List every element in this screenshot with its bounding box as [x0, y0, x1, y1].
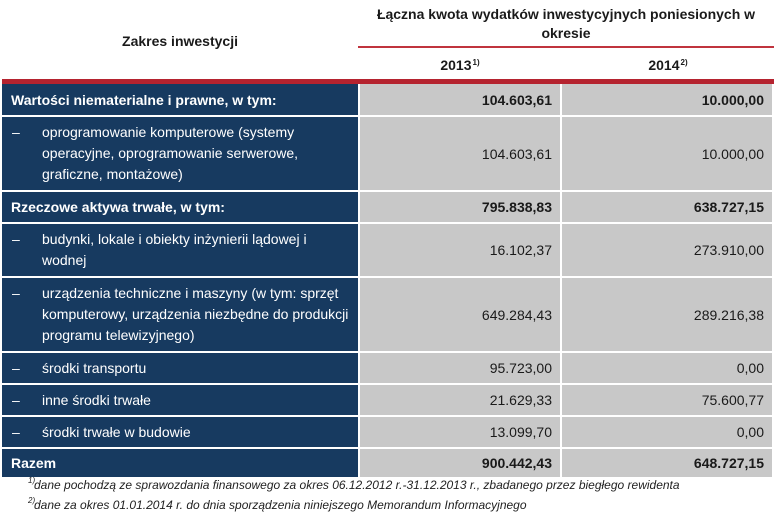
value-2014: 638.727,15 [560, 192, 772, 222]
row-label: Wartości niematerialne i prawne, w tym: [2, 84, 358, 115]
value-2013: 21.629,33 [358, 385, 560, 415]
year-2014-label: 2014 [648, 57, 680, 73]
row-label: środki trwałe w budowie [42, 423, 191, 440]
table-row [2, 84, 774, 117]
row-dash: – [12, 424, 20, 440]
table-row [2, 353, 774, 385]
investment-table [2, 84, 774, 479]
row-label-cell [2, 353, 358, 383]
row-dash: – [12, 231, 20, 247]
row-dash: – [12, 285, 20, 301]
header-scope: Zakres inwestycji [122, 32, 238, 49]
value-2013: 104.603,61 [358, 117, 560, 190]
header-year-2013 [358, 52, 562, 78]
year-2013-footnote-ref: 1) [472, 57, 480, 67]
footnote-2 [28, 496, 746, 512]
value-2013: 16.102,37 [358, 224, 560, 276]
table-row [2, 278, 774, 353]
row-label: Rzeczowe aktywa trwałe, w tym: [2, 192, 358, 222]
value-2013: 649.284,43 [358, 278, 560, 351]
table-row [2, 417, 774, 449]
row-label: oprogramowanie komputerowe (systemy operacyjne, oprogramowanie serwerowe, graficzne, montażowe) [42, 124, 299, 182]
row-dash: – [12, 392, 20, 408]
table-row-total [2, 449, 774, 479]
footnote-1-text: dane pochodzą ze sprawozdania finansowego za okres 06.12.2012 r.-31.12.2013 r., zbadanego przez biegłego rewidenta [34, 478, 680, 492]
value-2014: 75.600,77 [560, 385, 772, 415]
value-2014: 10.000,00 [560, 84, 772, 115]
footnote-1 [28, 476, 746, 492]
value-2014: 0,00 [560, 353, 772, 383]
header-total: Łączna kwota wydatków inwestycyjnych poniesionych w okresie [376, 6, 756, 41]
row-label: Razem [2, 449, 358, 477]
value-2013: 104.603,61 [358, 84, 560, 115]
footnote-1-number: 1) [28, 476, 36, 485]
row-label: środki transportu [42, 359, 147, 376]
value-2014: 0,00 [560, 417, 772, 447]
table-row [2, 385, 774, 417]
row-label-cell [2, 385, 358, 415]
value-2014: 289.216,38 [560, 278, 772, 351]
value-2013: 95.723,00 [358, 353, 560, 383]
row-label-cell [2, 417, 358, 447]
row-label-cell [2, 278, 358, 351]
year-2014-footnote-ref: 2) [680, 57, 688, 67]
row-label-cell [2, 117, 358, 190]
row-label-cell [2, 224, 358, 276]
header-divider [358, 46, 774, 48]
value-2014: 273.910,00 [560, 224, 772, 276]
value-2014: 10.000,00 [560, 117, 772, 190]
row-dash: – [12, 124, 20, 140]
year-2013-label: 2013 [440, 57, 472, 73]
footnote-2-number: 2) [28, 496, 36, 505]
table-row [2, 224, 774, 278]
table-row [2, 117, 774, 192]
row-dash: – [12, 360, 20, 376]
value-2014: 648.727,15 [560, 449, 772, 477]
table-row [2, 192, 774, 224]
value-2013: 795.838,83 [358, 192, 560, 222]
row-label: urządzenia techniczne i maszyny (w tym: sprzęt komputerowy, urządzenia niezbędne do produkcji programu telewizyjnego) [42, 285, 349, 343]
value-2013: 900.442,43 [358, 449, 560, 477]
row-label: budynki, lokale i obiekty inżynierii lądowej i wodnej [42, 231, 307, 268]
value-2013: 13.099,70 [358, 417, 560, 447]
header-year-2014 [562, 52, 774, 78]
footnote-2-text: dane za okres 01.01.2014 r. do dnia sporządzenia niniejszego Memorandum Informacyjnego [34, 498, 527, 512]
row-label: inne środki trwałe [42, 391, 151, 408]
